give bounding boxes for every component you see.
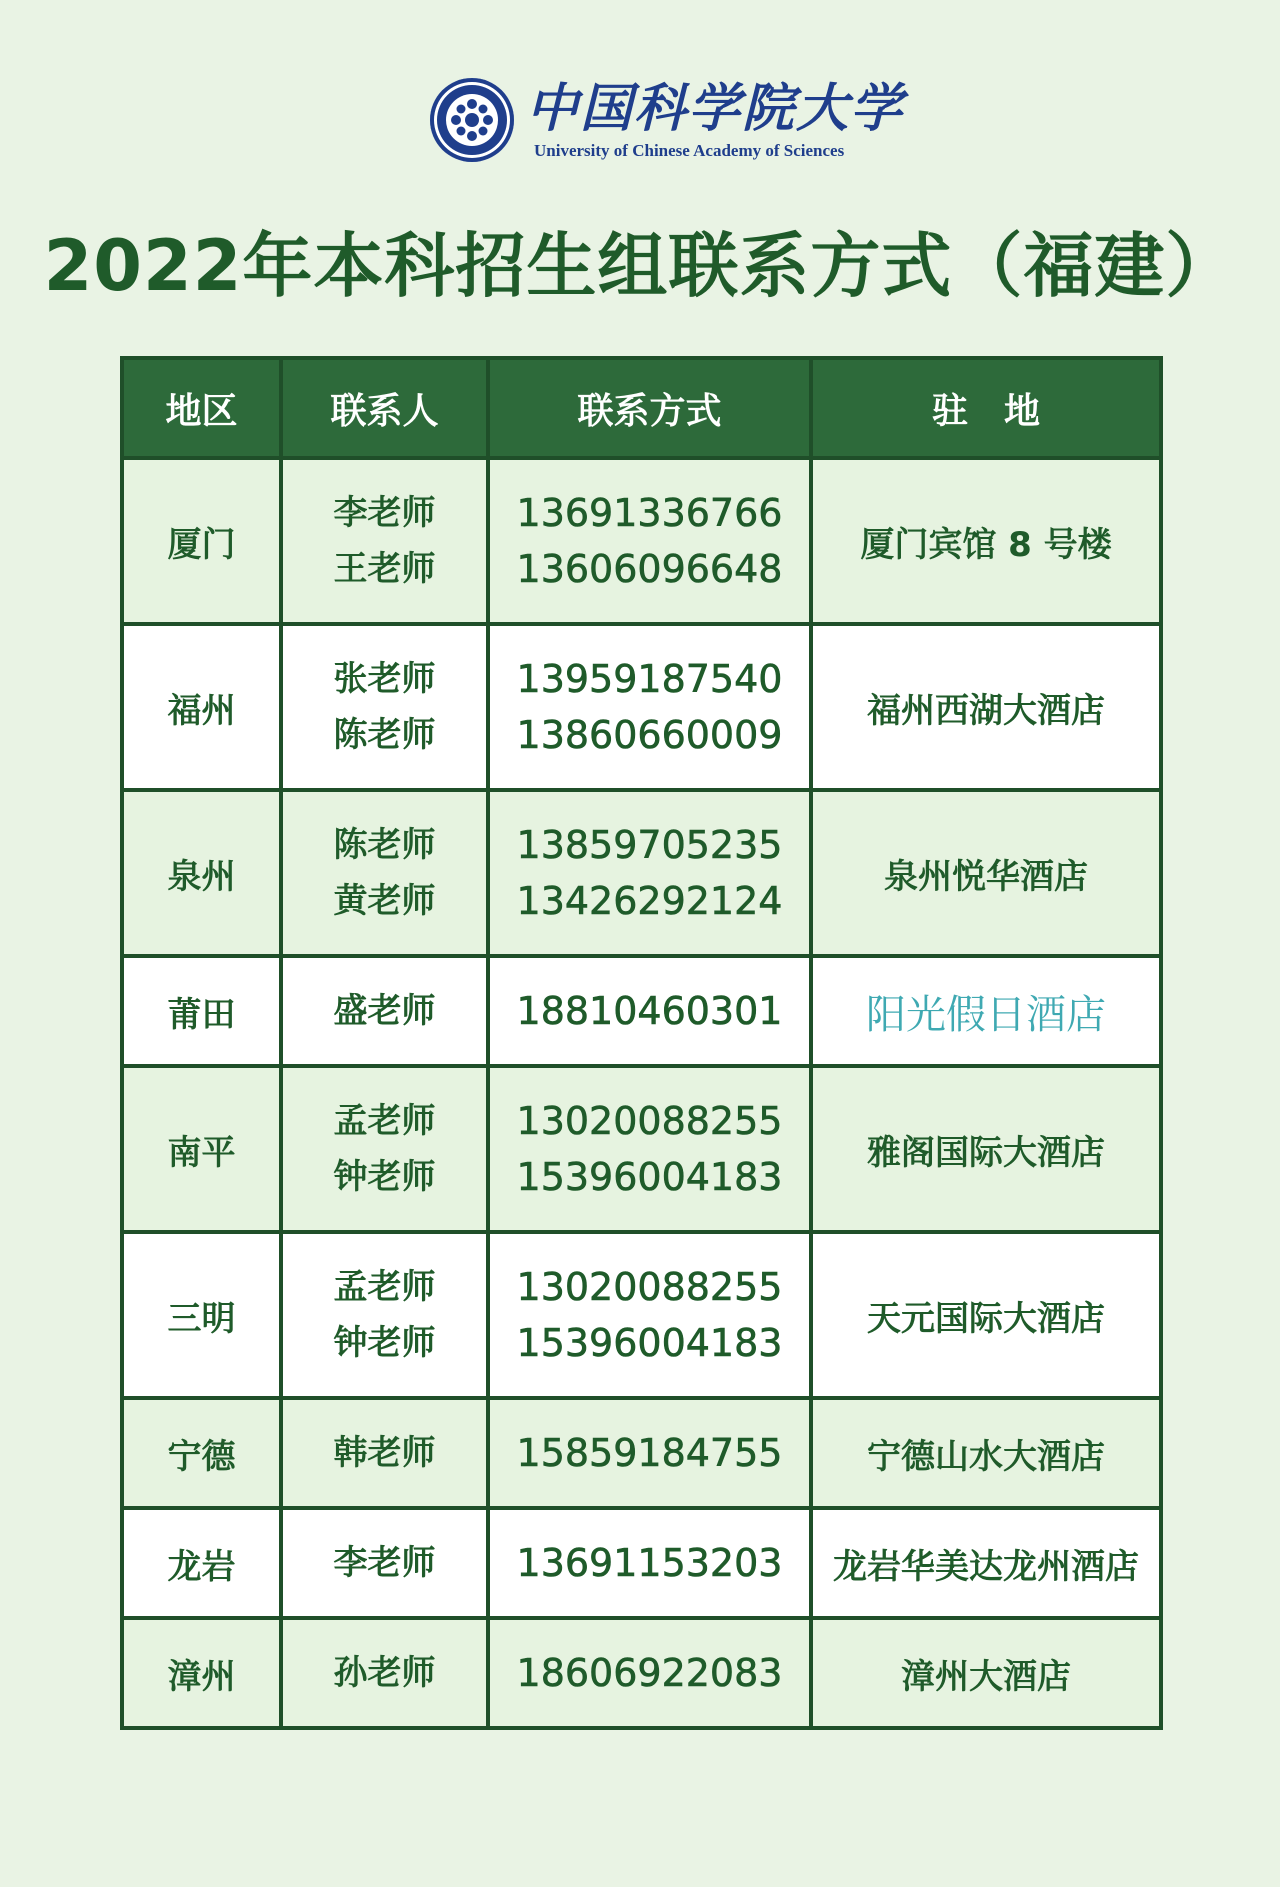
phone-number: 13691153203: [516, 1541, 783, 1585]
location-cell: 天元国际大酒店: [811, 1232, 1161, 1398]
person-name: 李老师: [333, 1543, 436, 1583]
phone-cell: [488, 1618, 811, 1728]
contact-table: [120, 356, 1163, 1730]
phone-number: 13020088255: [516, 1265, 783, 1309]
table-row: [122, 458, 1161, 624]
phone-number: 15859184755: [516, 1431, 783, 1475]
location-cell: 龙岩华美达龙州酒店: [811, 1508, 1161, 1618]
header-contact-phone: 联系方式: [488, 358, 811, 458]
phone-number: 13860660009: [516, 713, 783, 757]
region-cell: 厦门: [122, 458, 281, 624]
person-name: 孙老师: [333, 1653, 436, 1693]
location-cell: 泉州悦华酒店: [811, 790, 1161, 956]
region-cell: 宁德: [122, 1398, 281, 1508]
person-name: 张老师: [333, 659, 436, 699]
logo-name-cn: 中国科学院大学: [526, 78, 905, 139]
person-name: 盛老师: [333, 991, 436, 1031]
person-name: 李老师: [333, 493, 436, 533]
person-cell: [281, 956, 488, 1066]
page-title: 2022年本科招生组联系方式（福建）: [43, 225, 1237, 307]
person-cell: [281, 458, 488, 624]
person-name: 韩老师: [333, 1433, 436, 1473]
region-cell: 漳州: [122, 1618, 281, 1728]
university-seal-icon: [430, 78, 514, 162]
header-region: 地区: [122, 358, 281, 458]
phone-number: 13859705235: [516, 823, 783, 867]
phone-number: 18810460301: [516, 989, 783, 1033]
location-cell: 雅阁国际大酒店: [811, 1066, 1161, 1232]
region-cell: 泉州: [122, 790, 281, 956]
table-row: [122, 1232, 1161, 1398]
person-name: 陈老师: [333, 825, 436, 865]
region-cell: 龙岩: [122, 1508, 281, 1618]
phone-cell: [488, 1232, 811, 1398]
person-name: 王老师: [333, 549, 436, 589]
location-cell: 福州西湖大酒店: [811, 624, 1161, 790]
phone-number: 13020088255: [516, 1099, 783, 1143]
phone-number: 18606922083: [516, 1651, 783, 1695]
person-name: 陈老师: [333, 715, 436, 755]
location-cell: 漳州大酒店: [811, 1618, 1161, 1728]
phone-number: 13959187540: [516, 657, 783, 701]
table-row: [122, 1508, 1161, 1618]
table-row: [122, 790, 1161, 956]
phone-cell: [488, 790, 811, 956]
location-cell: 厦门宾馆 8 号楼: [811, 458, 1161, 624]
table-row: [122, 1398, 1161, 1508]
person-cell: [281, 1232, 488, 1398]
person-cell: [281, 1618, 488, 1728]
phone-cell: [488, 624, 811, 790]
person-name: 钟老师: [333, 1323, 436, 1363]
region-cell: 莆田: [122, 956, 281, 1066]
location-cell: 宁德山水大酒店: [811, 1398, 1161, 1508]
phone-cell: [488, 1066, 811, 1232]
table-row: [122, 624, 1161, 790]
phone-cell: [488, 458, 811, 624]
person-name: 黄老师: [333, 881, 436, 921]
phone-number: 15396004183: [516, 1155, 783, 1199]
person-name: 孟老师: [333, 1267, 436, 1307]
person-cell: [281, 1508, 488, 1618]
table-row: [122, 956, 1161, 1066]
phone-cell: [488, 956, 811, 1066]
header-location: 驻 地: [811, 358, 1161, 458]
logo-name-en: University of Chinese Academy of Sciences: [534, 141, 845, 160]
phone-cell: [488, 1508, 811, 1618]
phone-number: 13426292124: [516, 879, 783, 923]
phone-number: 15396004183: [516, 1321, 783, 1365]
phone-number: 13606096648: [516, 547, 783, 591]
person-name: 孟老师: [333, 1101, 436, 1141]
phone-cell: [488, 1398, 811, 1508]
person-cell: [281, 1398, 488, 1508]
location-cell-highlighted: 阳光假日酒店: [811, 956, 1161, 1066]
person-cell: [281, 624, 488, 790]
table-row: [122, 1618, 1161, 1728]
phone-number: 13691336766: [516, 491, 783, 535]
table-row: [122, 1066, 1161, 1232]
region-cell: 南平: [122, 1066, 281, 1232]
region-cell: 福州: [122, 624, 281, 790]
header-contact-person: 联系人: [281, 358, 488, 458]
person-name: 钟老师: [333, 1157, 436, 1197]
table-header-row: [122, 358, 1161, 458]
person-cell: [281, 1066, 488, 1232]
university-logo: [430, 78, 904, 162]
region-cell: 三明: [122, 1232, 281, 1398]
person-cell: [281, 790, 488, 956]
